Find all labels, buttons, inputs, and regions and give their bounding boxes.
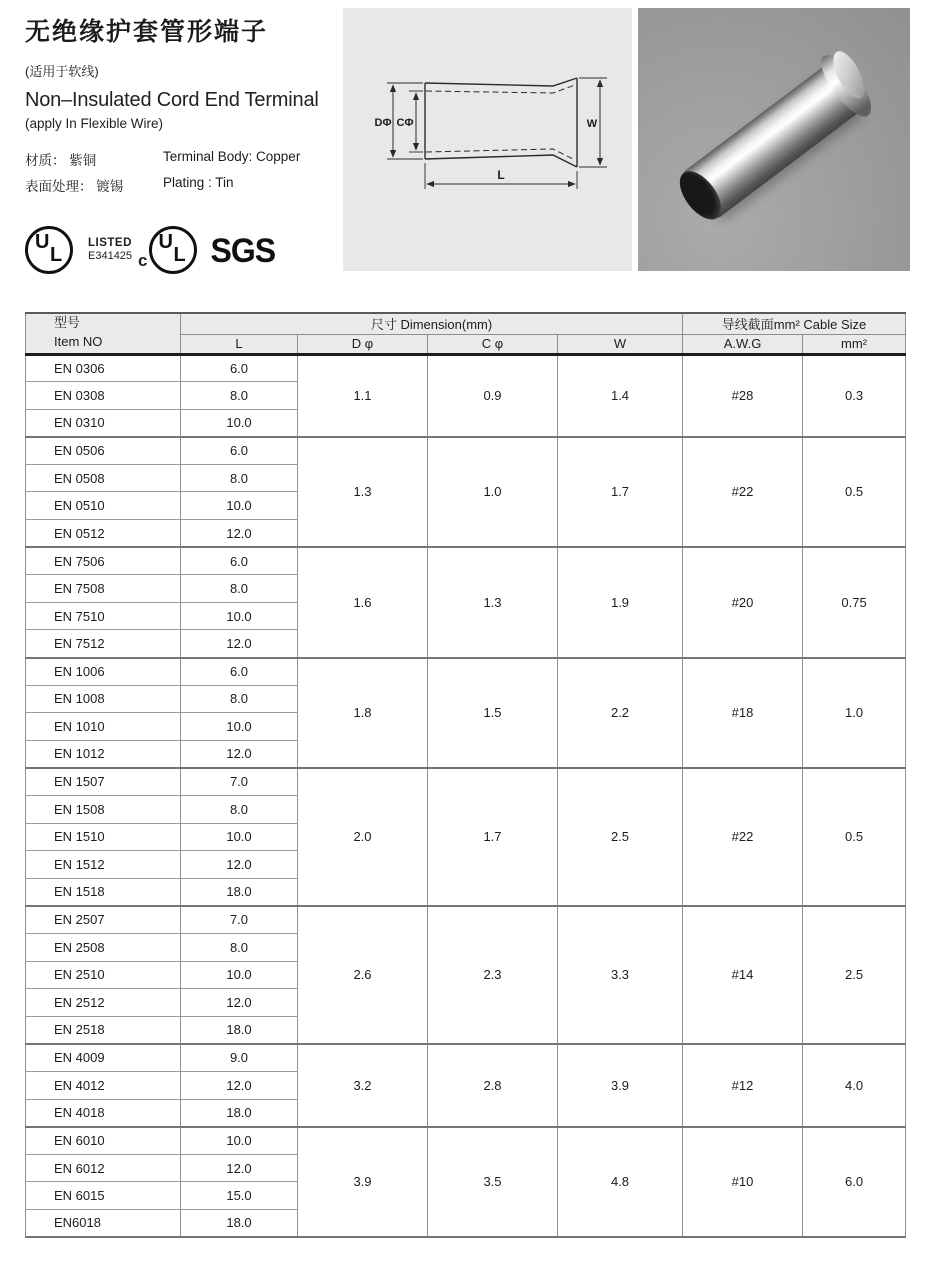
w-cell: 1.7	[558, 437, 683, 547]
material-row	[25, 149, 340, 169]
page-subtitle-cn: (适用于软线)	[25, 64, 99, 79]
length-cell: 8.0	[181, 464, 298, 492]
w-label: W	[586, 118, 598, 130]
plating-label-en: Plating : Tin	[163, 175, 234, 190]
awg-cell: #10	[683, 1127, 803, 1237]
page-title-en: Non–Insulated Cord End Terminal	[25, 89, 319, 111]
spec-table	[25, 312, 906, 1238]
length-cell: 7.0	[181, 768, 298, 796]
mm2-cell: 2.5	[803, 906, 906, 1044]
item-no-cell: EN 1012	[26, 740, 181, 768]
awg-cell: #20	[683, 547, 803, 657]
item-no-cell: EN 2512	[26, 989, 181, 1017]
awg-cell: #22	[683, 437, 803, 547]
mm2-cell: 6.0	[803, 1127, 906, 1237]
length-cell: 8.0	[181, 575, 298, 603]
col-header-w: W	[558, 334, 683, 354]
c-phi-cell: 0.9	[428, 354, 558, 437]
d-phi-cell: 1.6	[298, 547, 428, 657]
item-no-cell: EN 1512	[26, 851, 181, 879]
cul-logo-l: L	[173, 244, 186, 266]
item-no-cell: EN 0306	[26, 354, 181, 382]
length-cell: 15.0	[181, 1182, 298, 1210]
table-row	[26, 1127, 906, 1155]
table-row	[26, 768, 906, 796]
c-phi-cell: 2.3	[428, 906, 558, 1044]
plating-row	[25, 175, 340, 195]
c-phi-cell: 1.3	[428, 547, 558, 657]
item-no-cell: EN 0510	[26, 492, 181, 520]
col-header-item-en: Item NO	[54, 334, 103, 350]
table-row	[26, 354, 906, 382]
d-phi-cell: 1.1	[298, 354, 428, 437]
length-cell: 10.0	[181, 1127, 298, 1155]
col-header-l: L	[181, 334, 298, 354]
product-photo	[638, 8, 910, 271]
item-no-cell: EN 4018	[26, 1099, 181, 1127]
item-no-cell: EN 1508	[26, 796, 181, 824]
page-title-cn: 无绝缘护套管形端子	[25, 18, 269, 46]
table-row	[26, 1044, 906, 1072]
item-no-cell: EN 1510	[26, 823, 181, 851]
header-block	[25, 12, 340, 195]
item-no-cell: EN 0506	[26, 437, 181, 465]
item-no-cell: EN 6012	[26, 1154, 181, 1182]
c-phi-label: CΦ	[396, 117, 414, 129]
length-cell: 8.0	[181, 382, 298, 410]
length-cell: 12.0	[181, 740, 298, 768]
mm2-cell: 0.5	[803, 768, 906, 906]
item-no-cell: EN 7508	[26, 575, 181, 603]
w-cell: 2.2	[558, 658, 683, 768]
page-subtitle-en: (apply In Flexible Wire)	[25, 116, 164, 131]
length-cell: 12.0	[181, 1154, 298, 1182]
length-cell: 10.0	[181, 961, 298, 989]
c-phi-cell: 1.0	[428, 437, 558, 547]
d-phi-cell: 1.3	[298, 437, 428, 547]
mm2-cell: 0.75	[803, 547, 906, 657]
col-header-mm2: mm²	[803, 334, 906, 354]
item-no-cell: EN 0308	[26, 382, 181, 410]
item-no-cell: EN 1010	[26, 713, 181, 741]
w-cell: 4.8	[558, 1127, 683, 1237]
ul-logo-icon	[25, 226, 73, 274]
d-phi-label: DΦ	[374, 117, 392, 129]
col-header-awg: A.W.G	[683, 334, 803, 354]
length-cell: 10.0	[181, 713, 298, 741]
item-no-cell: EN 2510	[26, 961, 181, 989]
c-phi-cell: 1.7	[428, 768, 558, 906]
length-cell: 10.0	[181, 409, 298, 437]
awg-cell: #14	[683, 906, 803, 1044]
item-no-cell: EN 7512	[26, 630, 181, 658]
cul-logo-u: U	[158, 231, 173, 253]
length-cell: 9.0	[181, 1044, 298, 1072]
length-cell: 18.0	[181, 1016, 298, 1044]
length-cell: 18.0	[181, 878, 298, 906]
length-cell: 18.0	[181, 1209, 298, 1237]
awg-cell: #18	[683, 658, 803, 768]
terminal-drawing	[343, 8, 632, 271]
ul-listed-label: LISTED	[88, 237, 132, 250]
c-phi-cell: 3.5	[428, 1127, 558, 1237]
length-cell: 12.0	[181, 520, 298, 548]
length-cell: 6.0	[181, 354, 298, 382]
col-group-dimension: 尺寸 Dimension(mm)	[181, 313, 683, 334]
item-no-cell: EN 1008	[26, 685, 181, 713]
length-cell: 12.0	[181, 1071, 298, 1099]
w-cell: 1.4	[558, 354, 683, 437]
length-cell: 10.0	[181, 492, 298, 520]
w-cell: 3.3	[558, 906, 683, 1044]
item-no-cell: EN 1518	[26, 878, 181, 906]
length-cell: 12.0	[181, 989, 298, 1017]
d-phi-cell: 3.2	[298, 1044, 428, 1127]
item-no-cell: EN 6010	[26, 1127, 181, 1155]
length-cell: 6.0	[181, 658, 298, 686]
item-no-cell: EN 2518	[26, 1016, 181, 1044]
ul-logo-l: L	[50, 244, 63, 266]
c-phi-cell: 1.5	[428, 658, 558, 768]
plating-label-cn: 表面处理： 镀锡	[25, 179, 124, 194]
w-cell: 3.9	[558, 1044, 683, 1127]
dimension-diagram	[343, 8, 632, 271]
mm2-cell: 0.3	[803, 354, 906, 437]
length-cell: 8.0	[181, 685, 298, 713]
table-row	[26, 547, 906, 575]
awg-cell: #12	[683, 1044, 803, 1127]
cul-circle-icon	[149, 226, 197, 274]
material-label-en: Terminal Body: Copper	[163, 149, 301, 164]
w-cell: 2.5	[558, 768, 683, 906]
length-cell: 7.0	[181, 906, 298, 934]
cul-logo-icon	[138, 226, 196, 274]
l-label: L	[497, 168, 505, 182]
item-no-cell: EN 1006	[26, 658, 181, 686]
w-cell: 1.9	[558, 547, 683, 657]
item-no-cell: EN 7506	[26, 547, 181, 575]
table-row	[26, 658, 906, 686]
mm2-cell: 1.0	[803, 658, 906, 768]
material-label-cn: 材质： 紫铜	[25, 153, 97, 168]
length-cell: 6.0	[181, 437, 298, 465]
item-no-cell: EN 0310	[26, 409, 181, 437]
col-header-item-cn: 型号	[54, 315, 81, 331]
item-no-cell: EN 2507	[26, 906, 181, 934]
col-group-cable-size: 导线截面mm² Cable Size	[683, 313, 906, 334]
awg-cell: #22	[683, 768, 803, 906]
certifications-row	[25, 226, 275, 274]
item-no-cell: EN 0508	[26, 464, 181, 492]
cul-c-prefix: c	[138, 251, 148, 270]
item-no-cell: EN 7510	[26, 602, 181, 630]
length-cell: 10.0	[181, 823, 298, 851]
d-phi-cell: 2.0	[298, 768, 428, 906]
mm2-cell: 0.5	[803, 437, 906, 547]
length-cell: 8.0	[181, 933, 298, 961]
d-phi-cell: 2.6	[298, 906, 428, 1044]
mm2-cell: 4.0	[803, 1044, 906, 1127]
d-phi-cell: 1.8	[298, 658, 428, 768]
col-header-item-no	[26, 313, 181, 354]
length-cell: 10.0	[181, 602, 298, 630]
col-header-c-phi: C φ	[428, 334, 558, 354]
spec-table-body	[26, 354, 906, 1237]
ul-listed-text	[88, 237, 132, 263]
col-header-d-phi: D φ	[298, 334, 428, 354]
table-row	[26, 906, 906, 934]
c-phi-cell: 2.8	[428, 1044, 558, 1127]
ul-logo-u: U	[35, 231, 50, 253]
length-cell: 12.0	[181, 851, 298, 879]
item-no-cell: EN 2508	[26, 933, 181, 961]
item-no-cell: EN 4009	[26, 1044, 181, 1072]
item-no-cell: EN 0512	[26, 520, 181, 548]
spec-table-header	[26, 313, 906, 354]
item-no-cell: EN 6015	[26, 1182, 181, 1210]
sgs-logo: SGS	[210, 230, 276, 269]
d-phi-cell: 3.9	[298, 1127, 428, 1237]
length-cell: 12.0	[181, 630, 298, 658]
table-row	[26, 437, 906, 465]
ul-file-number: E341425	[88, 250, 133, 263]
awg-cell: #28	[683, 354, 803, 437]
length-cell: 6.0	[181, 547, 298, 575]
item-no-cell: EN 4012	[26, 1071, 181, 1099]
item-no-cell: EN 1507	[26, 768, 181, 796]
length-cell: 18.0	[181, 1099, 298, 1127]
materials-block	[25, 149, 340, 195]
length-cell: 8.0	[181, 796, 298, 824]
item-no-cell: EN6018	[26, 1209, 181, 1237]
terminal-tube-image	[670, 50, 878, 228]
